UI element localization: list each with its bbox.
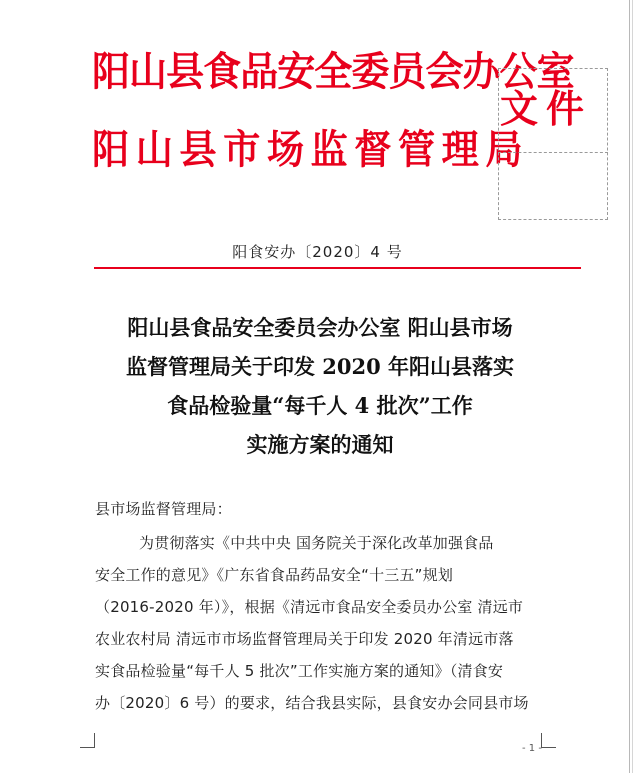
paragraph-line: 安全工作的意见》《广东省食品药品安全“十三五”规划 [95, 566, 454, 584]
margin-corner-mark-left [80, 733, 95, 748]
red-divider-rule [94, 267, 581, 269]
document-number: 阳食安办〔2020〕4 号 [232, 243, 403, 261]
paragraph-line: 实食品检验量“每千人 5 批次”工作实施方案的通知》（清食安 [95, 662, 504, 680]
document-title [60, 308, 580, 464]
title-line: 食品检验量“每千人 4 批次”工作 [167, 393, 473, 418]
paragraph-line: 办〔2020〕6 号）的要求，结合我县实际，县食安办会同县市场 [95, 694, 529, 712]
doc-type-frame-divider [498, 152, 608, 153]
issuer-line-2: 阳山县市场监督管理局 [92, 127, 530, 173]
page-edge [629, 0, 630, 773]
margin-corner-mark-right [541, 733, 556, 748]
title-line: 监督管理局关于印发 2020 年阳山县落实 [125, 354, 515, 379]
paragraph-line: 为贯彻落实《中共中央 国务院关于深化改革加强食品 [139, 534, 494, 552]
salutation: 县市场监督管理局： [95, 500, 232, 518]
page-number: - 1 - [522, 743, 542, 754]
title-line: 阳山县食品安全委员会办公室 阳山县市场 [127, 315, 513, 340]
page-edge-shadow [632, 0, 633, 773]
body-paragraph [95, 527, 547, 719]
doc-type-label: 文件 [500, 87, 593, 131]
paragraph-line: （2016-2020 年）》，根据《清远市食品安全委员办公室 清远市 [95, 598, 524, 616]
paragraph-line: 农业农村局 清远市市场监督管理局关于印发 2020 年清远市落 [95, 630, 514, 648]
title-line: 实施方案的通知 [246, 432, 394, 457]
issuer-line-1: 阳山县食品安全委员会办公室 [92, 49, 574, 95]
